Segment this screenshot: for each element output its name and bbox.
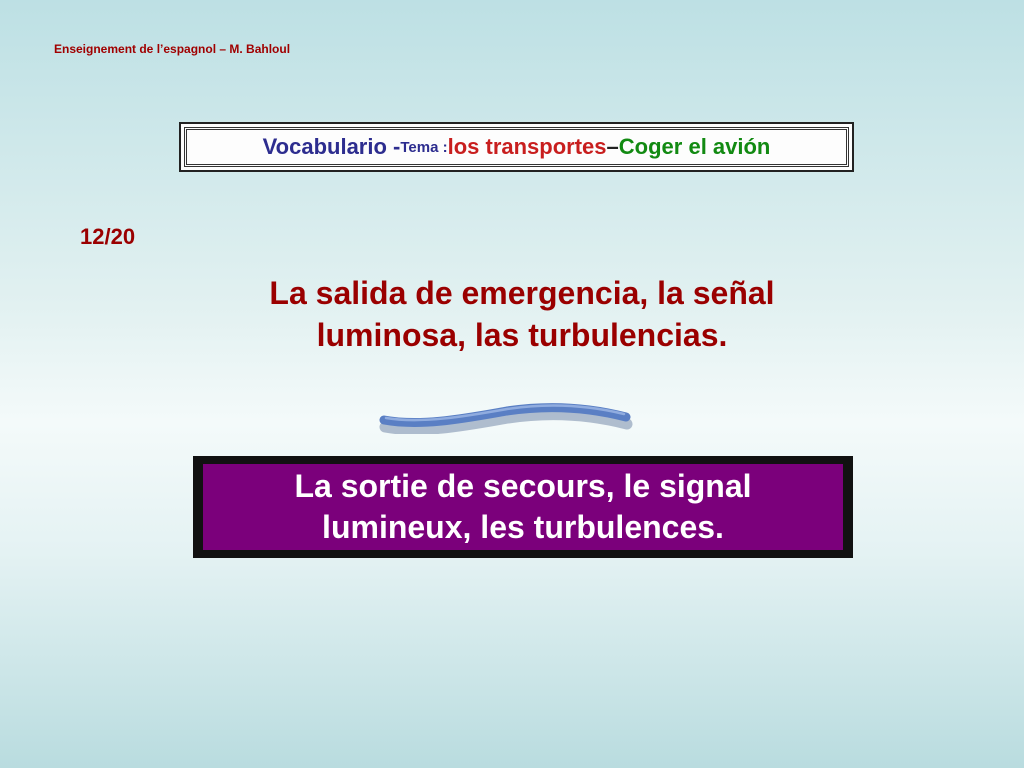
title-topic: los transportes — [447, 134, 607, 159]
title-vocabulario: Vocabulario - — [262, 134, 401, 159]
title-inner — [184, 127, 849, 167]
translation-box — [193, 456, 853, 558]
translation-inner — [203, 464, 843, 550]
header-credit: Enseignement de l’espagnol – M. Bahloul — [54, 42, 291, 56]
title-subtopic: Coger el avión — [618, 134, 771, 159]
french-line-1: La sortie de secours, le signal — [294, 468, 752, 504]
title-dash: – — [606, 134, 619, 159]
spanish-line-2: luminosa, las turbulencias. — [316, 317, 728, 353]
spanish-phrase — [210, 272, 834, 356]
spanish-line-1: La salida de emergencia, la señal — [269, 275, 775, 311]
french-line-2: lumineux, les turbulences. — [322, 509, 724, 545]
wavy-divider-icon — [372, 398, 638, 434]
slide-counter: 12/20 — [80, 224, 136, 249]
title-box — [179, 122, 854, 172]
title-tema: Tema : — [400, 138, 448, 156]
